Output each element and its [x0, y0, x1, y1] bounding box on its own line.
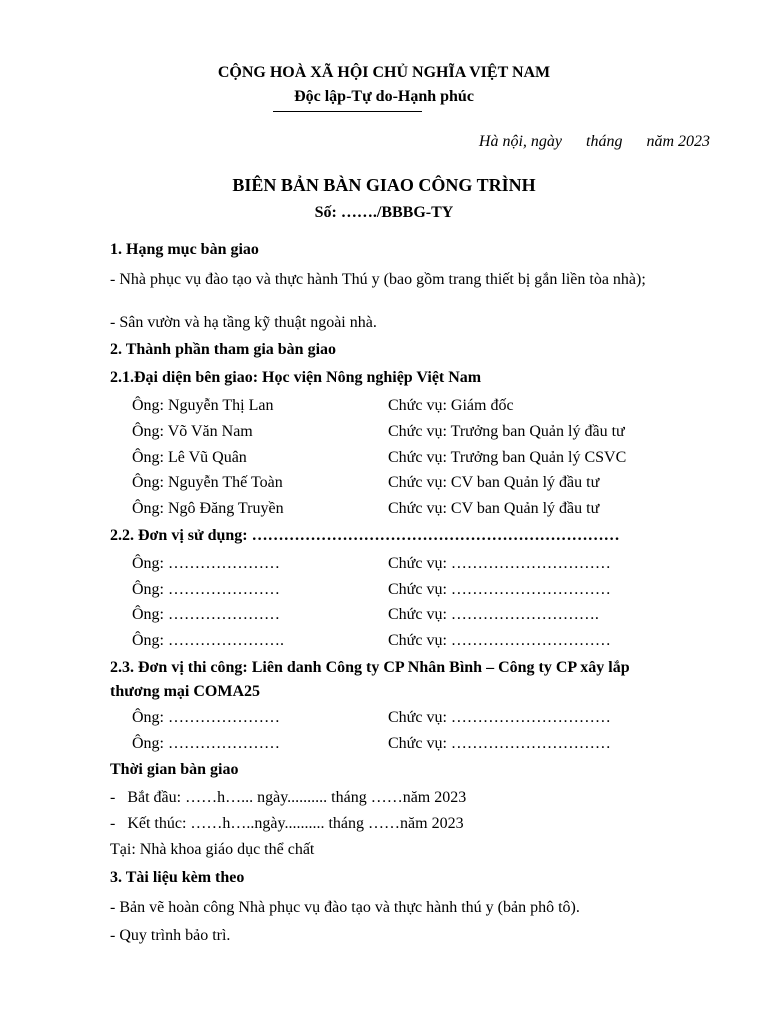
delivering-person-position: Chức vụ: Trưởng ban Quản lý CSVC [388, 449, 627, 466]
handover-time-heading: Thời gian bàn giao [110, 761, 239, 778]
motto: Độc lập-Tự do-Hạnh phúc [294, 88, 474, 105]
document-title: BIÊN BẢN BÀN GIAO CÔNG TRÌNH [232, 175, 536, 195]
contractor-person-name: Ông: ………………… [132, 735, 280, 752]
delivering-person-name: Ông: Nguyễn Thị Lan [132, 397, 274, 414]
section3-heading: 3. Tài liệu kèm theo [110, 869, 245, 886]
section1-item-2: - Sân vườn và hạ tầng kỹ thuật ngoài nhà. [110, 314, 377, 331]
section2-2-heading: 2.2. Đơn vị sử dụng: …………………………………………………………… [110, 527, 620, 544]
delivering-person-name: Ông: Võ Văn Nam [132, 423, 253, 440]
section2-heading: 2. Thành phần tham gia bàn giao [110, 341, 337, 358]
user-unit-person-name: Ông: ………………… [132, 606, 280, 623]
delivering-person-position: Chức vụ: Trưởng ban Quản lý đầu tư [388, 423, 625, 440]
contractor-person-name: Ông: ………………… [132, 709, 280, 726]
section1-item-1: - Nhà phục vụ đào tạo và thực hành Thú y (bao gồm trang thiết bị gắn liền tòa nhà); [110, 271, 646, 288]
section2-3-heading-line1: 2.3. Đơn vị thi công: Liên danh Công ty CP Nhân Bình – Công ty CP xây lắp [110, 659, 630, 676]
delivering-person-position: Chức vụ: CV ban Quản lý đầu tư [388, 474, 600, 491]
section3-item-1: - Bản vẽ hoàn công Nhà phục vụ đào tạo và thực hành thú y (bản phô tô). [110, 899, 580, 916]
delivering-person-name: Ông: Lê Vũ Quân [132, 449, 247, 466]
handover-end: - Kết thúc: ……h…..ngày.......... tháng ……năm 2023 [110, 815, 464, 832]
motto-underline [273, 111, 422, 112]
user-unit-person-position: Chức vụ: ………………………. [388, 606, 599, 623]
republic-heading: CỘNG HOÀ XÃ HỘI CHỦ NGHĨA VIỆT NAM [217, 64, 551, 81]
handover-location: Tại: Nhà khoa giáo dục thể chất [110, 841, 315, 858]
contractor-person-position: Chức vụ: ………………………… [388, 735, 611, 752]
user-unit-person-position: Chức vụ: ………………………… [388, 632, 611, 649]
delivering-person-name: Ông: Ngô Đăng Truyền [132, 500, 284, 517]
user-unit-person-name: Ông: ………………… [132, 581, 280, 598]
user-unit-person-name: Ông: …………………. [132, 632, 284, 649]
delivering-person-name: Ông: Nguyễn Thế Toàn [132, 474, 283, 491]
section1-heading: 1. Hạng mục bàn giao [110, 241, 259, 258]
section2-3-heading-line2: thương mại COMA25 [110, 683, 261, 700]
place-date: Hà nội, ngày tháng năm 2023 [478, 133, 710, 150]
document-number: Số: ……./BBBG-TY [314, 204, 454, 221]
delivering-person-position: Chức vụ: CV ban Quản lý đầu tư [388, 500, 600, 517]
handover-start: - Bắt đầu: ……h…... ngày.......... tháng ……năm 2023 [110, 789, 467, 806]
contractor-person-position: Chức vụ: ………………………… [388, 709, 611, 726]
user-unit-person-position: Chức vụ: ………………………… [388, 555, 611, 572]
section2-1-heading: 2.1.Đại diện bên giao: Học viện Nông nghiệp Việt Nam [110, 369, 482, 386]
section3-item-2: - Quy trình bảo trì. [110, 927, 231, 944]
delivering-person-position: Chức vụ: Giám đốc [388, 397, 514, 414]
user-unit-person-position: Chức vụ: ………………………… [388, 581, 611, 598]
user-unit-person-name: Ông: ………………… [132, 555, 280, 572]
